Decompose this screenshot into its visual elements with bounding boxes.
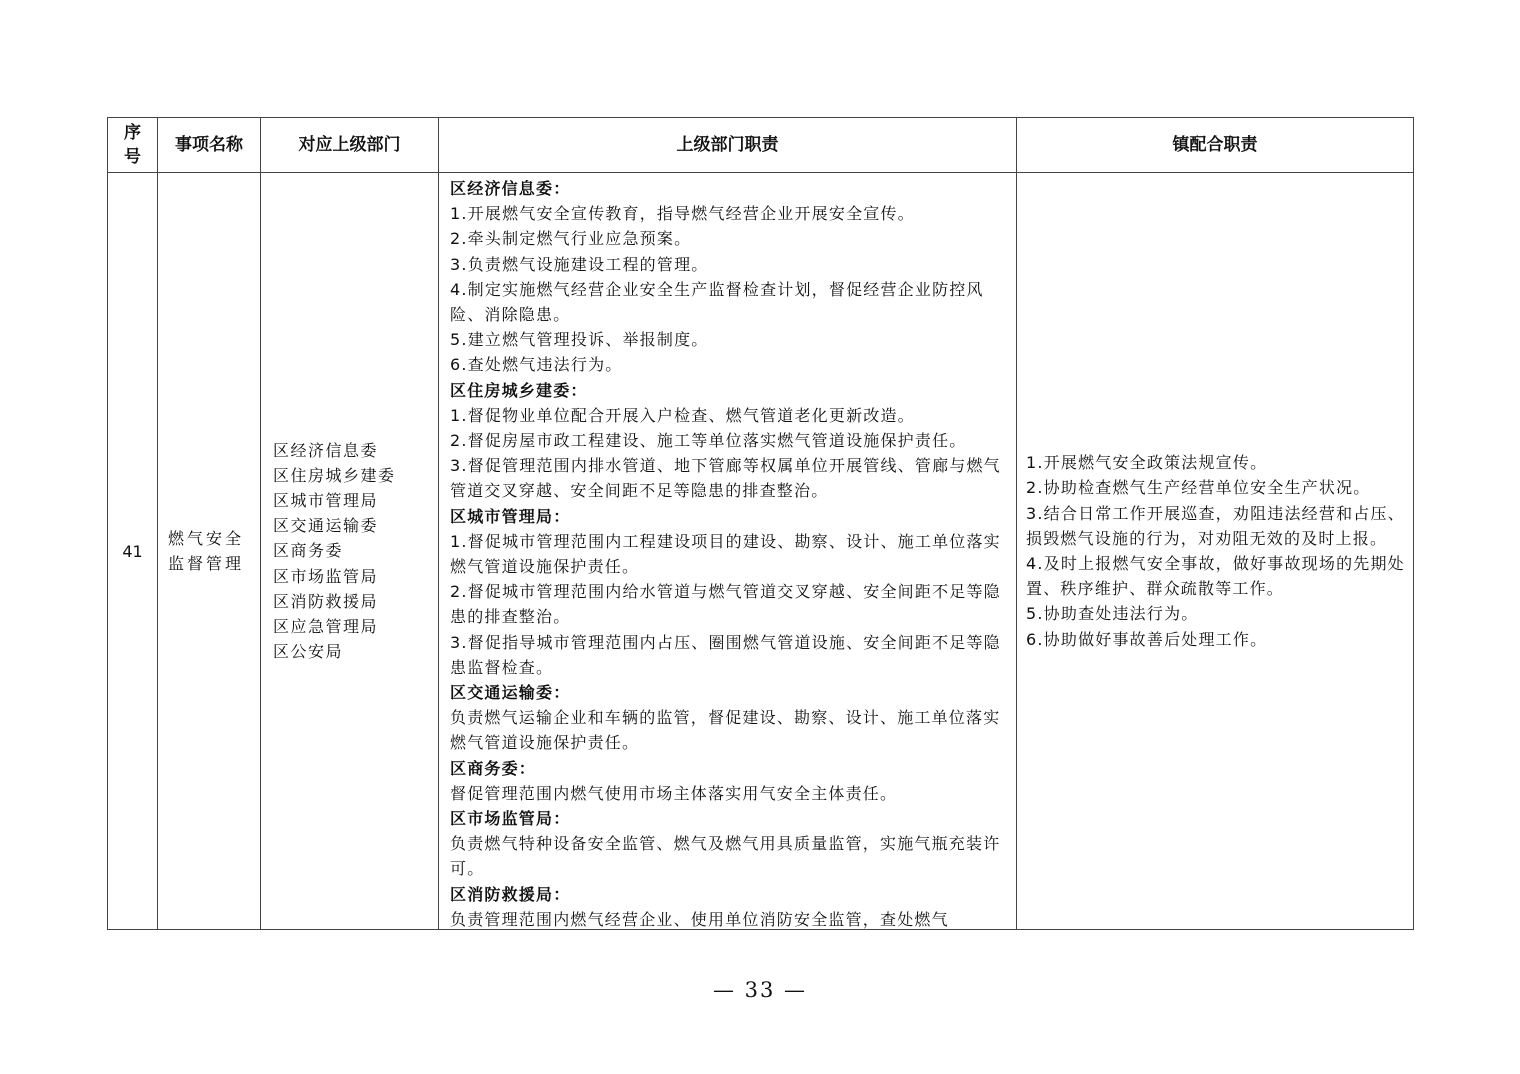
duty-item: 3.负责燃气设施建设工程的管理。: [450, 254, 709, 274]
duty-item: 2.督促城市管理范围内给水管道与燃气管道交叉穿越、安全间距不足等隐患的排查整治。: [450, 582, 1001, 627]
duty-table: [107, 117, 1414, 930]
table-header-row: [108, 118, 1414, 173]
superior-dept-item: 区住房城乡建委: [273, 465, 396, 485]
superior-dept-item: 区市场监管局: [273, 566, 379, 586]
superior-dept-item: 区城市管理局: [273, 490, 379, 510]
duty-item: 负责燃气特种设备安全监管、燃气及燃气用具质量监管，实施气瓶充装许可。: [450, 834, 1001, 879]
header-item-name: 事项名称: [158, 118, 261, 173]
town-duty-item: 1.开展燃气安全政策法规宣传。: [1026, 453, 1268, 473]
duty-item: 4.制定实施燃气经营企业安全生产监督检查计划，督促经营企业防控风险、消除隐患。: [450, 279, 984, 325]
town-duty-item: 5.协助查处违法行为。: [1026, 604, 1199, 624]
header-seq: 序号: [108, 118, 158, 173]
duty-item: 6.查处燃气违法行为。: [450, 355, 623, 375]
superior-dept-item: 区应急管理局: [273, 617, 379, 636]
duty-dept-heading: 区市场监管局：: [450, 809, 571, 829]
duty-dept-heading: 区商务委：: [450, 758, 537, 778]
duty-item: 1.开展燃气安全宣传教育，指导燃气经营企业开展安全宣传。: [450, 204, 915, 224]
duty-item: 3.督促管理范围内排水管道、地下管廊等权属单位开展管线、管廊与燃气管道交叉穿越、安全间距不足等隐患的排查整治。: [450, 456, 1001, 501]
superior-duties-text: [439, 173, 1016, 929]
superior-dept-item: 区交通运输委: [273, 516, 379, 536]
duty-item: 5.建立燃气管理投诉、举报制度。: [450, 330, 709, 350]
row-item-name: 燃气安全监督管理: [158, 173, 261, 930]
duty-item: 2.督促房屋市政工程建设、施工等单位落实燃气管道设施保护责任。: [450, 431, 967, 451]
row-seq: 41: [108, 173, 158, 930]
duty-item: 3.督促指导城市管理范围内占压、圈围燃气管道设施、安全间距不足等隐患监督检查。: [450, 632, 1001, 677]
superior-dept-item: 区经济信息委: [273, 440, 379, 460]
header-superior-duties: 上级部门职责: [439, 118, 1017, 173]
duty-item: 负责管理范围内燃气经营企业、使用单位消防安全监管，查处燃气: [450, 909, 949, 929]
row-town-duties: [1017, 173, 1414, 930]
duty-item: 2.牵头制定燃气行业应急预案。: [450, 229, 692, 249]
duty-item: 1.督促物业单位配合开展入户检查、燃气管道老化更新改造。: [450, 405, 915, 425]
duty-item: 1.督促城市管理范围内工程建设项目的建设、勘察、设计、施工单位落实燃气管道设施保护责任。: [450, 531, 1001, 577]
town-duty-item: 3.结合日常工作开展巡查，劝阻违法经营和占压、损毁燃气设施的行为，对劝阻无效的及时上报。: [1026, 503, 1405, 548]
duty-dept-heading: 区城市管理局：: [450, 506, 571, 526]
superior-dept-item: 区公安局: [273, 642, 344, 662]
header-town-duties: 镇配合职责: [1017, 118, 1414, 173]
row-superior-dept-list: [261, 173, 439, 930]
duty-dept-heading: 区经济信息委：: [450, 179, 571, 198]
duty-item: 负责燃气运输企业和车辆的监管，督促建设、勘察、设计、施工单位落实燃气管道设施保护责任。: [450, 708, 1001, 753]
town-duty-item: 6.协助做好事故善后处理工作。: [1026, 629, 1268, 649]
header-superior-dept: 对应上级部门: [261, 118, 439, 173]
table-row: [108, 173, 1414, 930]
page-number: — 33 —: [712, 978, 808, 1002]
town-duty-item: 4.及时上报燃气安全事故，做好事故现场的先期处置、秩序维护、群众疏散等工作。: [1026, 554, 1405, 599]
duty-dept-heading: 区消防救援局：: [450, 884, 571, 904]
duty-item: 督促管理范围内燃气使用市场主体落实用气安全主体责任。: [450, 783, 898, 803]
duty-dept-heading: 区住房城乡建委：: [450, 380, 588, 400]
duty-dept-heading: 区交通运输委：: [450, 683, 571, 703]
superior-dept-item: 区消防救援局: [273, 591, 379, 611]
row-superior-duties: [439, 173, 1017, 930]
town-duty-item: 2.协助检查燃气生产经营单位安全生产状况。: [1026, 478, 1371, 498]
superior-dept-item: 区商务委: [273, 541, 344, 561]
